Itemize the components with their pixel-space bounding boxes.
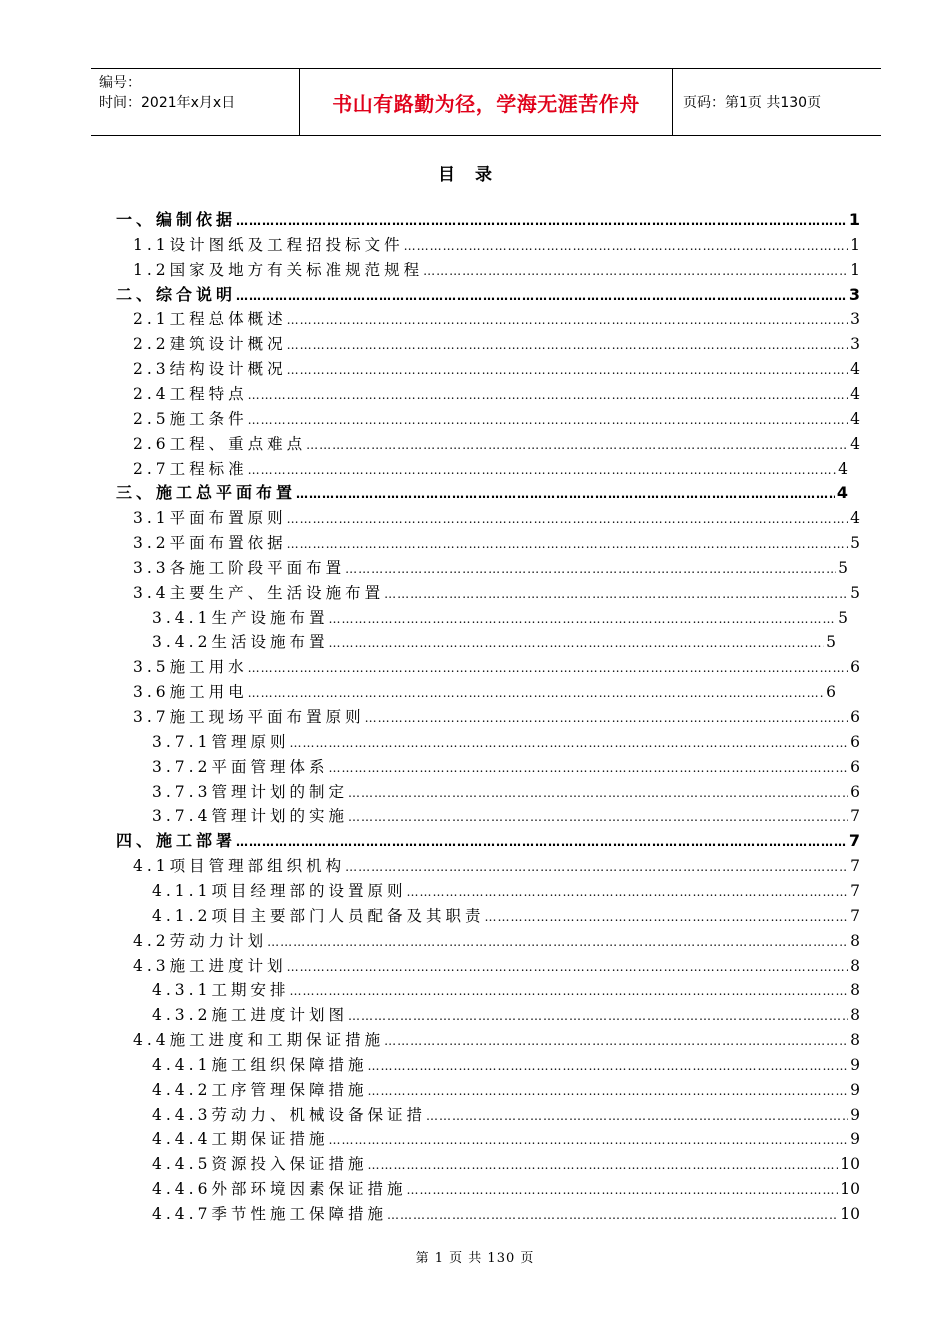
toc-entry-title: 4.1项目管理部组织机构: [133, 857, 346, 876]
toc-entry[interactable]: [152, 1152, 860, 1176]
toc-entry-page: 3: [850, 310, 860, 329]
toc-entry-title: 4.3施工进度计划: [133, 956, 287, 975]
toc-entry-title: 4.4施工进度和工期保证措施: [133, 1031, 385, 1050]
toc-entry-title: 3.7施工现场平面布置原则: [133, 708, 365, 726]
toc-entry-title: 3.4主要生产、生活设施布置: [133, 583, 385, 602]
toc-entry[interactable]: [133, 307, 860, 331]
toc-entry[interactable]: [116, 481, 848, 505]
toc-leader-dots: [289, 731, 848, 754]
toc-entry[interactable]: [116, 208, 860, 232]
toc-entry[interactable]: [152, 730, 860, 754]
toc-entry-page: 10: [840, 1180, 860, 1199]
header-meta: [91, 69, 300, 136]
toc-entry-page: 3: [848, 284, 860, 304]
toc-entry-title: 2.7工程标准: [133, 459, 248, 478]
toc-entry-title: 3.5施工用水: [133, 658, 248, 677]
toc-leader-dots: [365, 706, 848, 729]
toc-leader-dots: [426, 1104, 848, 1127]
toc-entry-title: 2.6工程、重点难点: [133, 434, 307, 453]
toc-entry-title: 2.3结构设计概况: [133, 360, 287, 379]
toc-entry[interactable]: [152, 1127, 860, 1151]
toc-leader-dots: [236, 284, 847, 307]
toc-entry[interactable]: [133, 233, 860, 257]
toc-entry-page: 8: [850, 981, 860, 1000]
toc-entry-title: 3.2平面布置依据: [133, 534, 287, 553]
toc-entry[interactable]: [152, 630, 836, 654]
toc-entry[interactable]: [133, 581, 860, 605]
toc-leader-dots: [328, 607, 836, 630]
toc-leader-dots: [287, 507, 848, 530]
document-time: 时间：2021年x月x日: [99, 95, 236, 111]
toc-leader-dots: [423, 259, 848, 282]
toc-leader-dots: [406, 1178, 838, 1201]
toc-entry-page: 4: [850, 434, 860, 453]
toc-leader-dots: [348, 781, 848, 804]
toc-entry[interactable]: [133, 332, 860, 356]
toc-leader-dots: [348, 1004, 848, 1027]
toc-entry-page: 6: [850, 658, 860, 677]
toc-entry-page: 10: [840, 1155, 860, 1174]
toc-entry-title: 4.4.1施工组织保障措施: [152, 1055, 368, 1074]
toc-entry[interactable]: [133, 954, 860, 978]
toc-leader-dots: [387, 1203, 838, 1226]
toc-entry[interactable]: [133, 407, 860, 431]
toc-entry-page: 9: [850, 1130, 860, 1149]
toc-entry-title: 4.4.3劳动力、机械设备保证措: [152, 1105, 426, 1124]
toc-entry[interactable]: [116, 829, 860, 853]
toc-leader-dots: [248, 383, 848, 406]
toc-entry[interactable]: [133, 382, 860, 406]
toc-leader-dots: [345, 855, 848, 878]
toc-leader-dots: [287, 532, 848, 555]
header-page-info: 页码：第1页 共130页: [673, 69, 882, 136]
toc-entry-page: 4: [850, 384, 860, 403]
toc-entry-title: 二、综合说明: [116, 284, 237, 304]
toc-title: 目录: [438, 165, 512, 185]
toc-leader-dots: [348, 805, 848, 828]
toc-entry-page: 5: [838, 608, 848, 627]
toc-entry-page: 4: [838, 459, 848, 478]
toc-entry[interactable]: [152, 1177, 860, 1201]
toc-entry[interactable]: [133, 929, 860, 953]
toc-entry[interactable]: [152, 606, 848, 630]
toc-entry-page: 4: [850, 360, 860, 379]
toc-entry[interactable]: [133, 556, 848, 580]
toc-entry[interactable]: [152, 804, 860, 828]
toc-entry-page: 4: [836, 483, 848, 503]
toc-entry-title: 4.4.4工期保证措施: [152, 1130, 329, 1149]
toc-leader-dots: [287, 308, 848, 331]
toc-leader-dots: [248, 681, 824, 704]
toc-entry[interactable]: [152, 1103, 860, 1127]
toc-entry-page: 6: [850, 732, 860, 751]
toc-entry-title: 2.2建筑设计概况: [133, 335, 287, 354]
toc-entry-title: 3.7.1管理原则: [152, 732, 290, 751]
toc-entry-title: 2.1工程总体概述: [133, 310, 287, 329]
toc-entry-title: 4.4.5资源投入保证措施: [152, 1155, 368, 1174]
toc-entry-page: 5: [850, 583, 860, 602]
toc-leader-dots: [328, 756, 848, 779]
toc-entry[interactable]: [133, 1028, 860, 1052]
toc-entry[interactable]: [116, 283, 860, 307]
header-motto: 书山有路勤为径，学海无涯苦作舟: [300, 69, 673, 136]
toc-entry-page: 10: [840, 1205, 860, 1223]
toc-leader-dots: [306, 433, 848, 456]
toc-entry-page: 5: [838, 558, 848, 577]
toc-entry[interactable]: [152, 780, 860, 804]
toc-entry[interactable]: [133, 854, 860, 878]
toc-entry-title: 1.1设计图纸及工程招投标文件: [133, 235, 404, 254]
toc-entry-title: 2.4工程特点: [133, 384, 248, 403]
toc-entry-title: 2.5施工条件: [133, 409, 248, 428]
toc-entry[interactable]: [152, 904, 860, 928]
toc-leader-dots: [328, 631, 824, 654]
toc-entry-page: 7: [850, 807, 860, 826]
toc-entry-title: 3.6施工用电: [133, 683, 248, 702]
toc-entry[interactable]: [133, 531, 860, 555]
toc-entry-page: 5: [850, 534, 860, 553]
toc-leader-dots: [296, 482, 835, 505]
toc-entry-page: 9: [850, 1080, 860, 1099]
toc-entry[interactable]: [133, 655, 860, 679]
toc-entry-page: 6: [850, 708, 860, 726]
toc-entry-page: 7: [850, 857, 860, 876]
toc-entry-page: 1: [848, 210, 860, 229]
toc-leader-dots: [267, 930, 848, 953]
toc-entry[interactable]: [133, 432, 860, 456]
toc-leader-dots: [367, 1054, 848, 1077]
toc-entry[interactable]: [133, 258, 860, 282]
toc-entry[interactable]: [133, 680, 836, 704]
toc-entry-page: 1: [850, 260, 860, 279]
toc-entry[interactable]: [152, 1003, 860, 1027]
toc-entry-page: 4: [850, 509, 860, 528]
toc-entry-page: 7: [850, 881, 860, 900]
toc-leader-dots: [287, 333, 848, 356]
toc-entry-title: 3.4.2生活设施布置: [152, 633, 329, 652]
toc-entry-page: 8: [850, 1006, 860, 1025]
toc-entry-title: 3.3各施工阶段平面布置: [133, 558, 346, 577]
toc-entry[interactable]: [133, 705, 860, 729]
toc-entry-page: 3: [850, 335, 860, 354]
toc-leader-dots: [248, 656, 848, 679]
toc-leader-dots: [367, 1153, 838, 1176]
toc-leader-dots: [236, 830, 847, 853]
page-footer: 第 1 页 共 130 页: [415, 1251, 535, 1266]
toc-entry-title: 4.1.1项目经理部的设置原则: [152, 881, 407, 900]
toc-leader-dots: [248, 458, 836, 481]
toc-entry-page: 9: [850, 1055, 860, 1074]
toc-entry[interactable]: [133, 357, 860, 381]
toc-entry-page: 8: [850, 1031, 860, 1050]
toc-entry-title: 3.4.1生产设施布置: [152, 608, 329, 627]
toc-entry-page: 8: [850, 931, 860, 950]
toc-entry-title: 3.1平面布置原则: [133, 509, 287, 528]
toc-entry-title: 四、施工部署: [116, 831, 237, 851]
toc-entry-title: 3.7.3管理计划的制定: [152, 782, 348, 801]
toc-entry-title: 一、编制依据: [116, 210, 237, 229]
toc-leader-dots: [287, 358, 848, 381]
toc-leader-dots: [248, 408, 848, 431]
toc-entry-title: 4.3.1工期安排: [152, 981, 290, 1000]
toc-entry[interactable]: [152, 879, 860, 903]
toc-entry-page: 6: [826, 683, 836, 702]
toc-leader-dots: [406, 880, 848, 903]
toc-entry-page: 7: [850, 906, 860, 925]
toc-entry-page: 8: [850, 956, 860, 975]
toc-leader-dots: [367, 1079, 848, 1102]
toc-entry-page: 6: [850, 757, 860, 776]
toc-entry-title: 4.4.6外部环境因素保证措施: [152, 1180, 407, 1199]
toc-leader-dots: [484, 905, 848, 928]
document-number-label: 编号：: [99, 75, 141, 91]
toc-entry[interactable]: [152, 1078, 860, 1102]
toc-entry[interactable]: [152, 1053, 860, 1077]
toc-leader-dots: [384, 1029, 848, 1052]
toc-entry-page: 9: [850, 1105, 860, 1124]
toc-leader-dots: [236, 209, 847, 232]
toc-entry-title: 4.1.2项目主要部门人员配备及其职责: [152, 906, 485, 925]
toc-entry-page: 6: [850, 782, 860, 801]
toc-entry-page: 5: [826, 633, 836, 652]
toc-leader-dots: [289, 979, 848, 1002]
toc-entry-title: 三、施工总平面布置: [116, 483, 297, 503]
toc-leader-dots: [328, 1128, 848, 1151]
toc-entry-title: 1.2国家及地方有关标准规范规程: [133, 260, 424, 279]
toc-entry-title: 4.3.2施工进度计划图: [152, 1006, 348, 1025]
toc-leader-dots: [404, 234, 848, 257]
toc-entry-title: 3.7.2平面管理体系: [152, 757, 329, 776]
toc-leader-dots: [287, 955, 848, 978]
toc-entry-page: 7: [848, 831, 860, 851]
document-header: [91, 68, 881, 136]
toc-entry[interactable]: [133, 506, 860, 530]
toc-entry-title: 4.2劳动力计划: [133, 931, 268, 950]
toc-entry-title: 4.4.7季节性施工保障措施: [152, 1205, 387, 1223]
toc-entry[interactable]: [133, 457, 848, 481]
toc-leader-dots: [345, 557, 836, 580]
toc-entry[interactable]: [152, 978, 860, 1002]
toc-entry[interactable]: [152, 1202, 860, 1226]
toc-leader-dots: [384, 582, 848, 605]
toc-entry-title: 4.4.2工序管理保障措施: [152, 1080, 368, 1099]
toc-entry-page: 4: [850, 409, 860, 428]
toc-entry-title: 3.7.4管理计划的实施: [152, 807, 348, 826]
toc-entry[interactable]: [152, 755, 860, 779]
toc-entry-page: 1: [850, 235, 860, 254]
